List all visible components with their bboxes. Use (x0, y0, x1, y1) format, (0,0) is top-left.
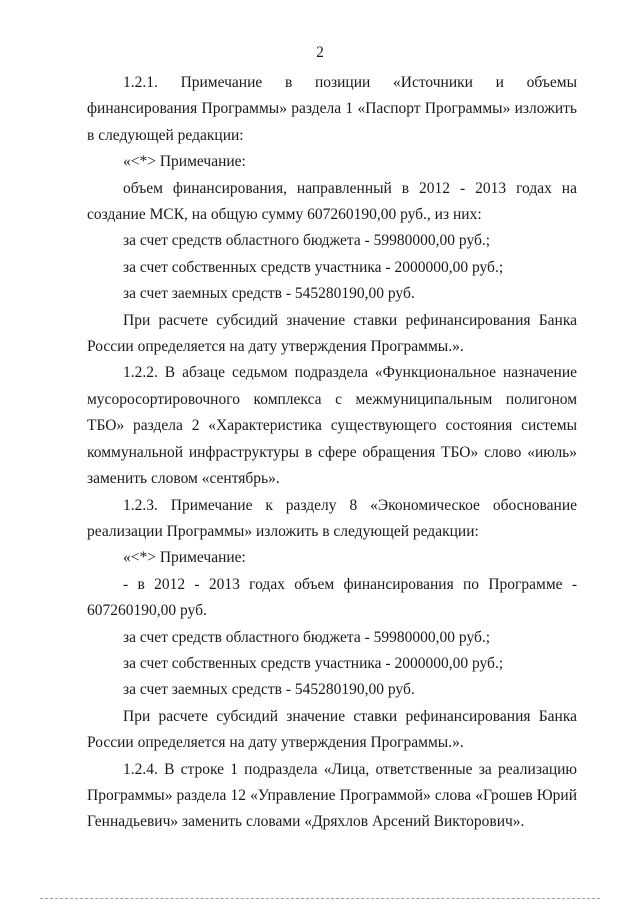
funding-volume-text: - в 2012 - 2013 годах объем финансирования по Программе - 607260190,00 руб. (87, 575, 577, 620)
refinancing-rate-note: При расчете субсидий значение ставки рефинансирования Банка России определяется на дату утверждения Программы.». (87, 707, 577, 752)
funding-volume-text: объем финансирования, направленный в 2012 - 2013 годах на создание МСК, на общую сумму 607260190,00 руб., из них: (87, 179, 577, 224)
note-heading: «<*> Примечание: (123, 153, 246, 171)
paragraph-1-2-1: 1.2.1. Примечание в позиции «Источники и объемы финансирования Программы» раздела 1 «Паспорт Программы» изложить в следующей редакции: (87, 74, 577, 144)
regional-budget-line: за счет средств областного бюджета - 59980000,00 руб.; (123, 232, 491, 250)
scan-edge-line (40, 898, 600, 899)
paragraph-1-2-2: 1.2.2. В абзаце седьмом подраздела «Функциональное назначение мусоросортировочного комплекса с межмуниципальным полигоном ТБО» раздела 2 «Характеристика существующего состояния системы коммунальной инфраструктуры в сфере обращения ТБО» слово «июль» заменить словом «сентябрь». (87, 364, 577, 488)
borrowed-funds-line: за счет заемных средств - 545280190,00 руб. (123, 681, 415, 699)
paragraph-1-2-4: 1.2.4. В строке 1 подраздела «Лица, ответственные за реализацию Программы» раздела 12 «Управление Программой» слова «Грошев Юрий Геннадьевич» заменить словами «Дряхлов Арсений Викторович». (87, 760, 577, 831)
document-body (87, 70, 577, 836)
paragraph-1-2-3: 1.2.3. Примечание к разделу 8 «Экономическое обоснование реализации Программы» изложить в следующей редакции: (87, 496, 577, 540)
participant-funds-line: за счет собственных средств участника - 2000000,00 руб.; (123, 258, 504, 276)
refinancing-rate-note: При расчете субсидий значение ставки рефинансирования Банка России определяется на дату утверждения Программы.». (87, 311, 577, 356)
participant-funds-line: за счет собственных средств участника - 2000000,00 руб.; (123, 654, 504, 672)
regional-budget-line: за счет средств областного бюджета - 59980000,00 руб.; (123, 628, 491, 646)
borrowed-funds-line: за счет заемных средств - 545280190,00 руб. (123, 285, 415, 303)
note-heading: «<*> Примечание: (123, 549, 246, 567)
page-number: 2 (316, 44, 324, 61)
